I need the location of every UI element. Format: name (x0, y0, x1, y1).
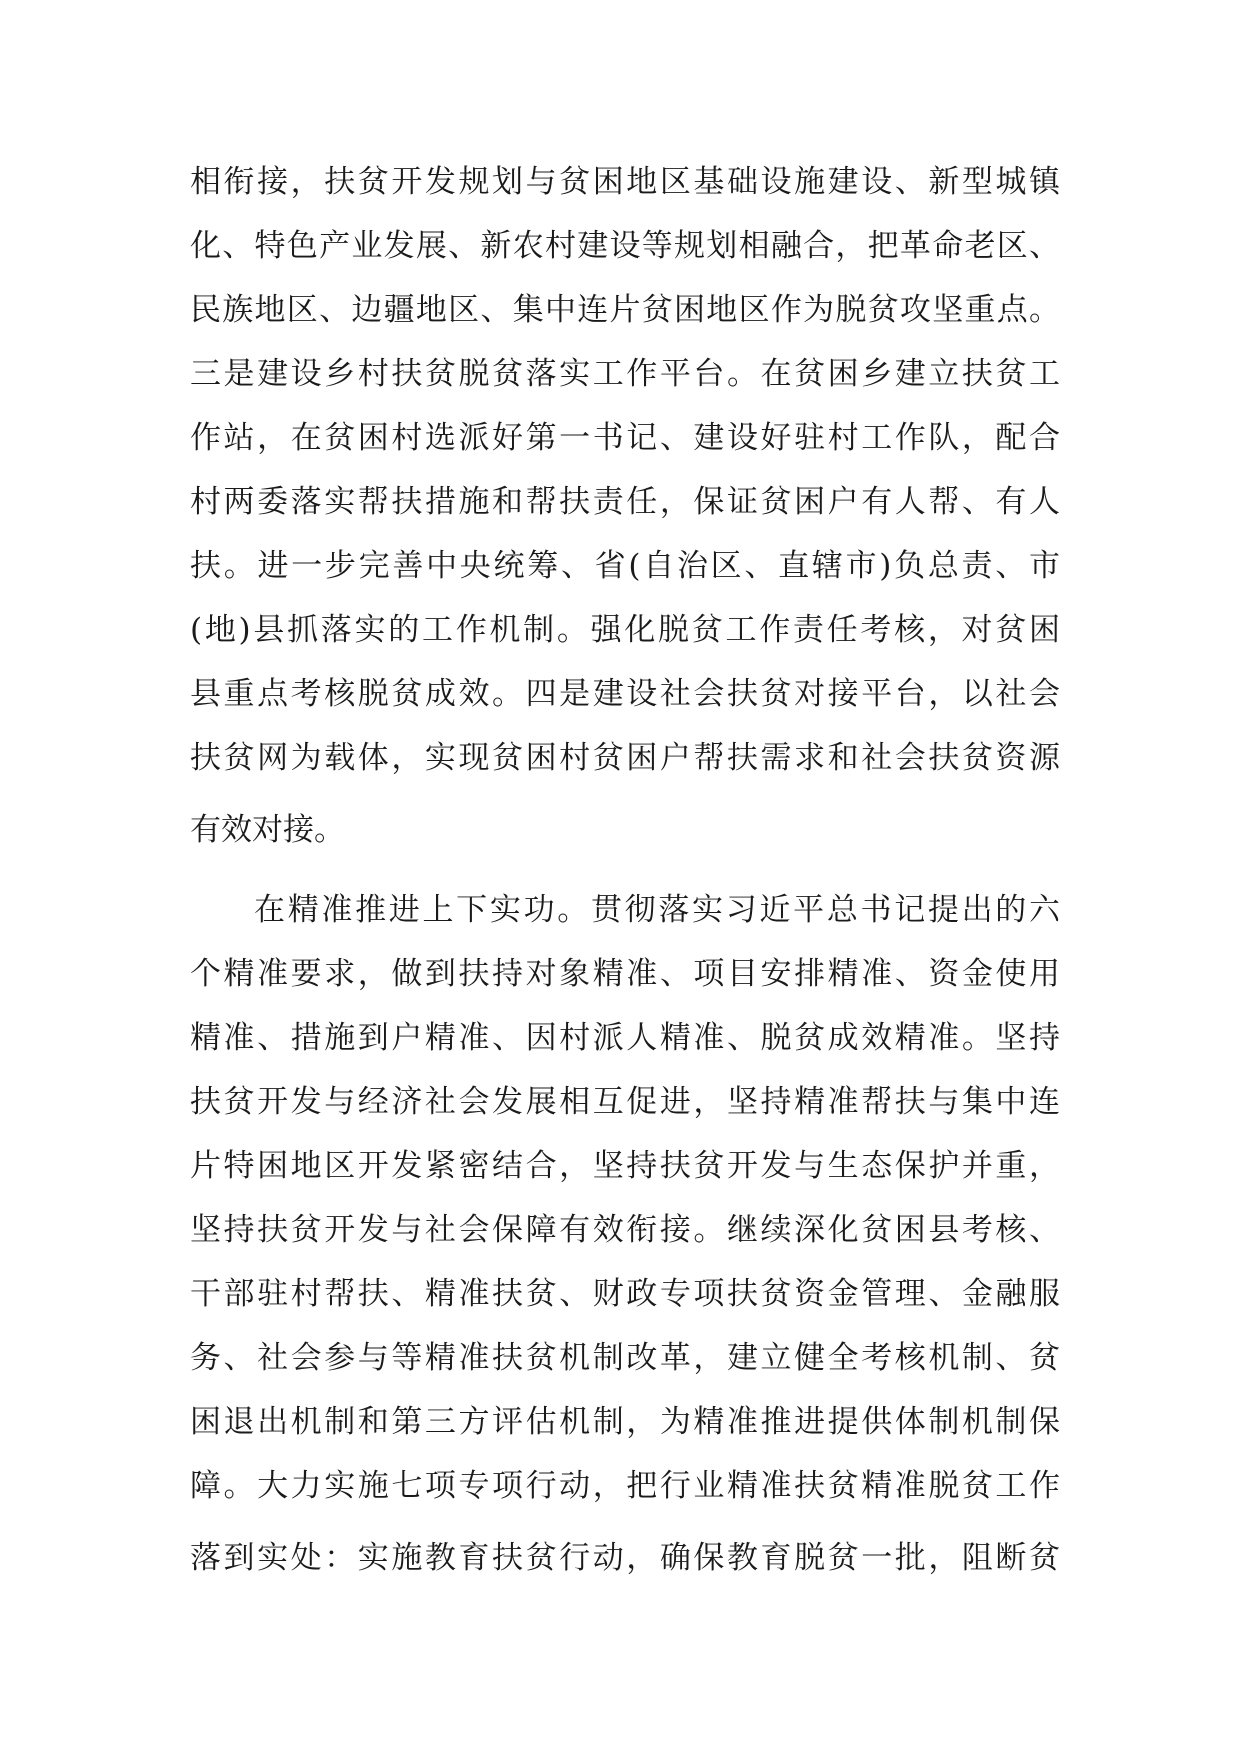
body-text-line: 有效对接。 (190, 812, 345, 848)
body-text-line: 化、特色产业发展、新农村建设等规划相融合，把革命老区、 (190, 228, 1060, 264)
body-text-line: 县重点考核脱贫成效。四是建设社会扶贫对接平台，以社会 (190, 676, 1060, 712)
paragraph-first-line: 在精准推进上下实功。贯彻落实习近平总书记提出的六 (254, 892, 1060, 928)
body-text-line: 障。大力实施七项专项行动，把行业精准扶贫精准脱贫工作 (190, 1468, 1060, 1504)
body-text-line: 村两委落实帮扶措施和帮扶责任，保证贫困户有人帮、有人 (190, 484, 1060, 520)
body-text-line: 三是建设乡村扶贫脱贫落实工作平台。在贫困乡建立扶贫工 (190, 356, 1060, 392)
body-text-line: (地)县抓落实的工作机制。强化脱贫工作责任考核，对贫困 (190, 612, 1060, 648)
body-text-line: 落到实处：实施教育扶贫行动，确保教育脱贫一批，阻断贫 (190, 1540, 1060, 1576)
body-text-line: 务、社会参与等精准扶贫机制改革，建立健全考核机制、贫 (190, 1340, 1060, 1376)
body-text-line: 干部驻村帮扶、精准扶贫、财政专项扶贫资金管理、金融服 (190, 1276, 1060, 1312)
body-text-line: 作站，在贫困村选派好第一书记、建设好驻村工作队，配合 (190, 420, 1060, 456)
body-text-line: 精准、措施到户精准、因村派人精准、脱贫成效精准。坚持 (190, 1020, 1060, 1056)
body-text-line: 片特困地区开发紧密结合，坚持扶贫开发与生态保护并重， (190, 1148, 1060, 1184)
body-text-line: 相衔接，扶贫开发规划与贫困地区基础设施建设、新型城镇 (190, 164, 1060, 200)
body-text-line: 扶贫开发与经济社会发展相互促进，坚持精准帮扶与集中连 (190, 1084, 1060, 1120)
body-text-line: 个精准要求，做到扶持对象精准、项目安排精准、资金使用 (190, 956, 1060, 992)
body-text-line: 扶贫网为载体，实现贫困村贫困户帮扶需求和社会扶贫资源 (190, 740, 1060, 776)
body-text-line: 扶。进一步完善中央统筹、省(自治区、直辖市)负总责、市 (190, 548, 1060, 584)
body-text-line: 困退出机制和第三方评估机制，为精准推进提供体制机制保 (190, 1404, 1060, 1440)
body-text-line: 民族地区、边疆地区、集中连片贫困地区作为脱贫攻坚重点。 (190, 292, 1060, 328)
body-text-line: 坚持扶贫开发与社会保障有效衔接。继续深化贫困县考核、 (190, 1212, 1060, 1248)
